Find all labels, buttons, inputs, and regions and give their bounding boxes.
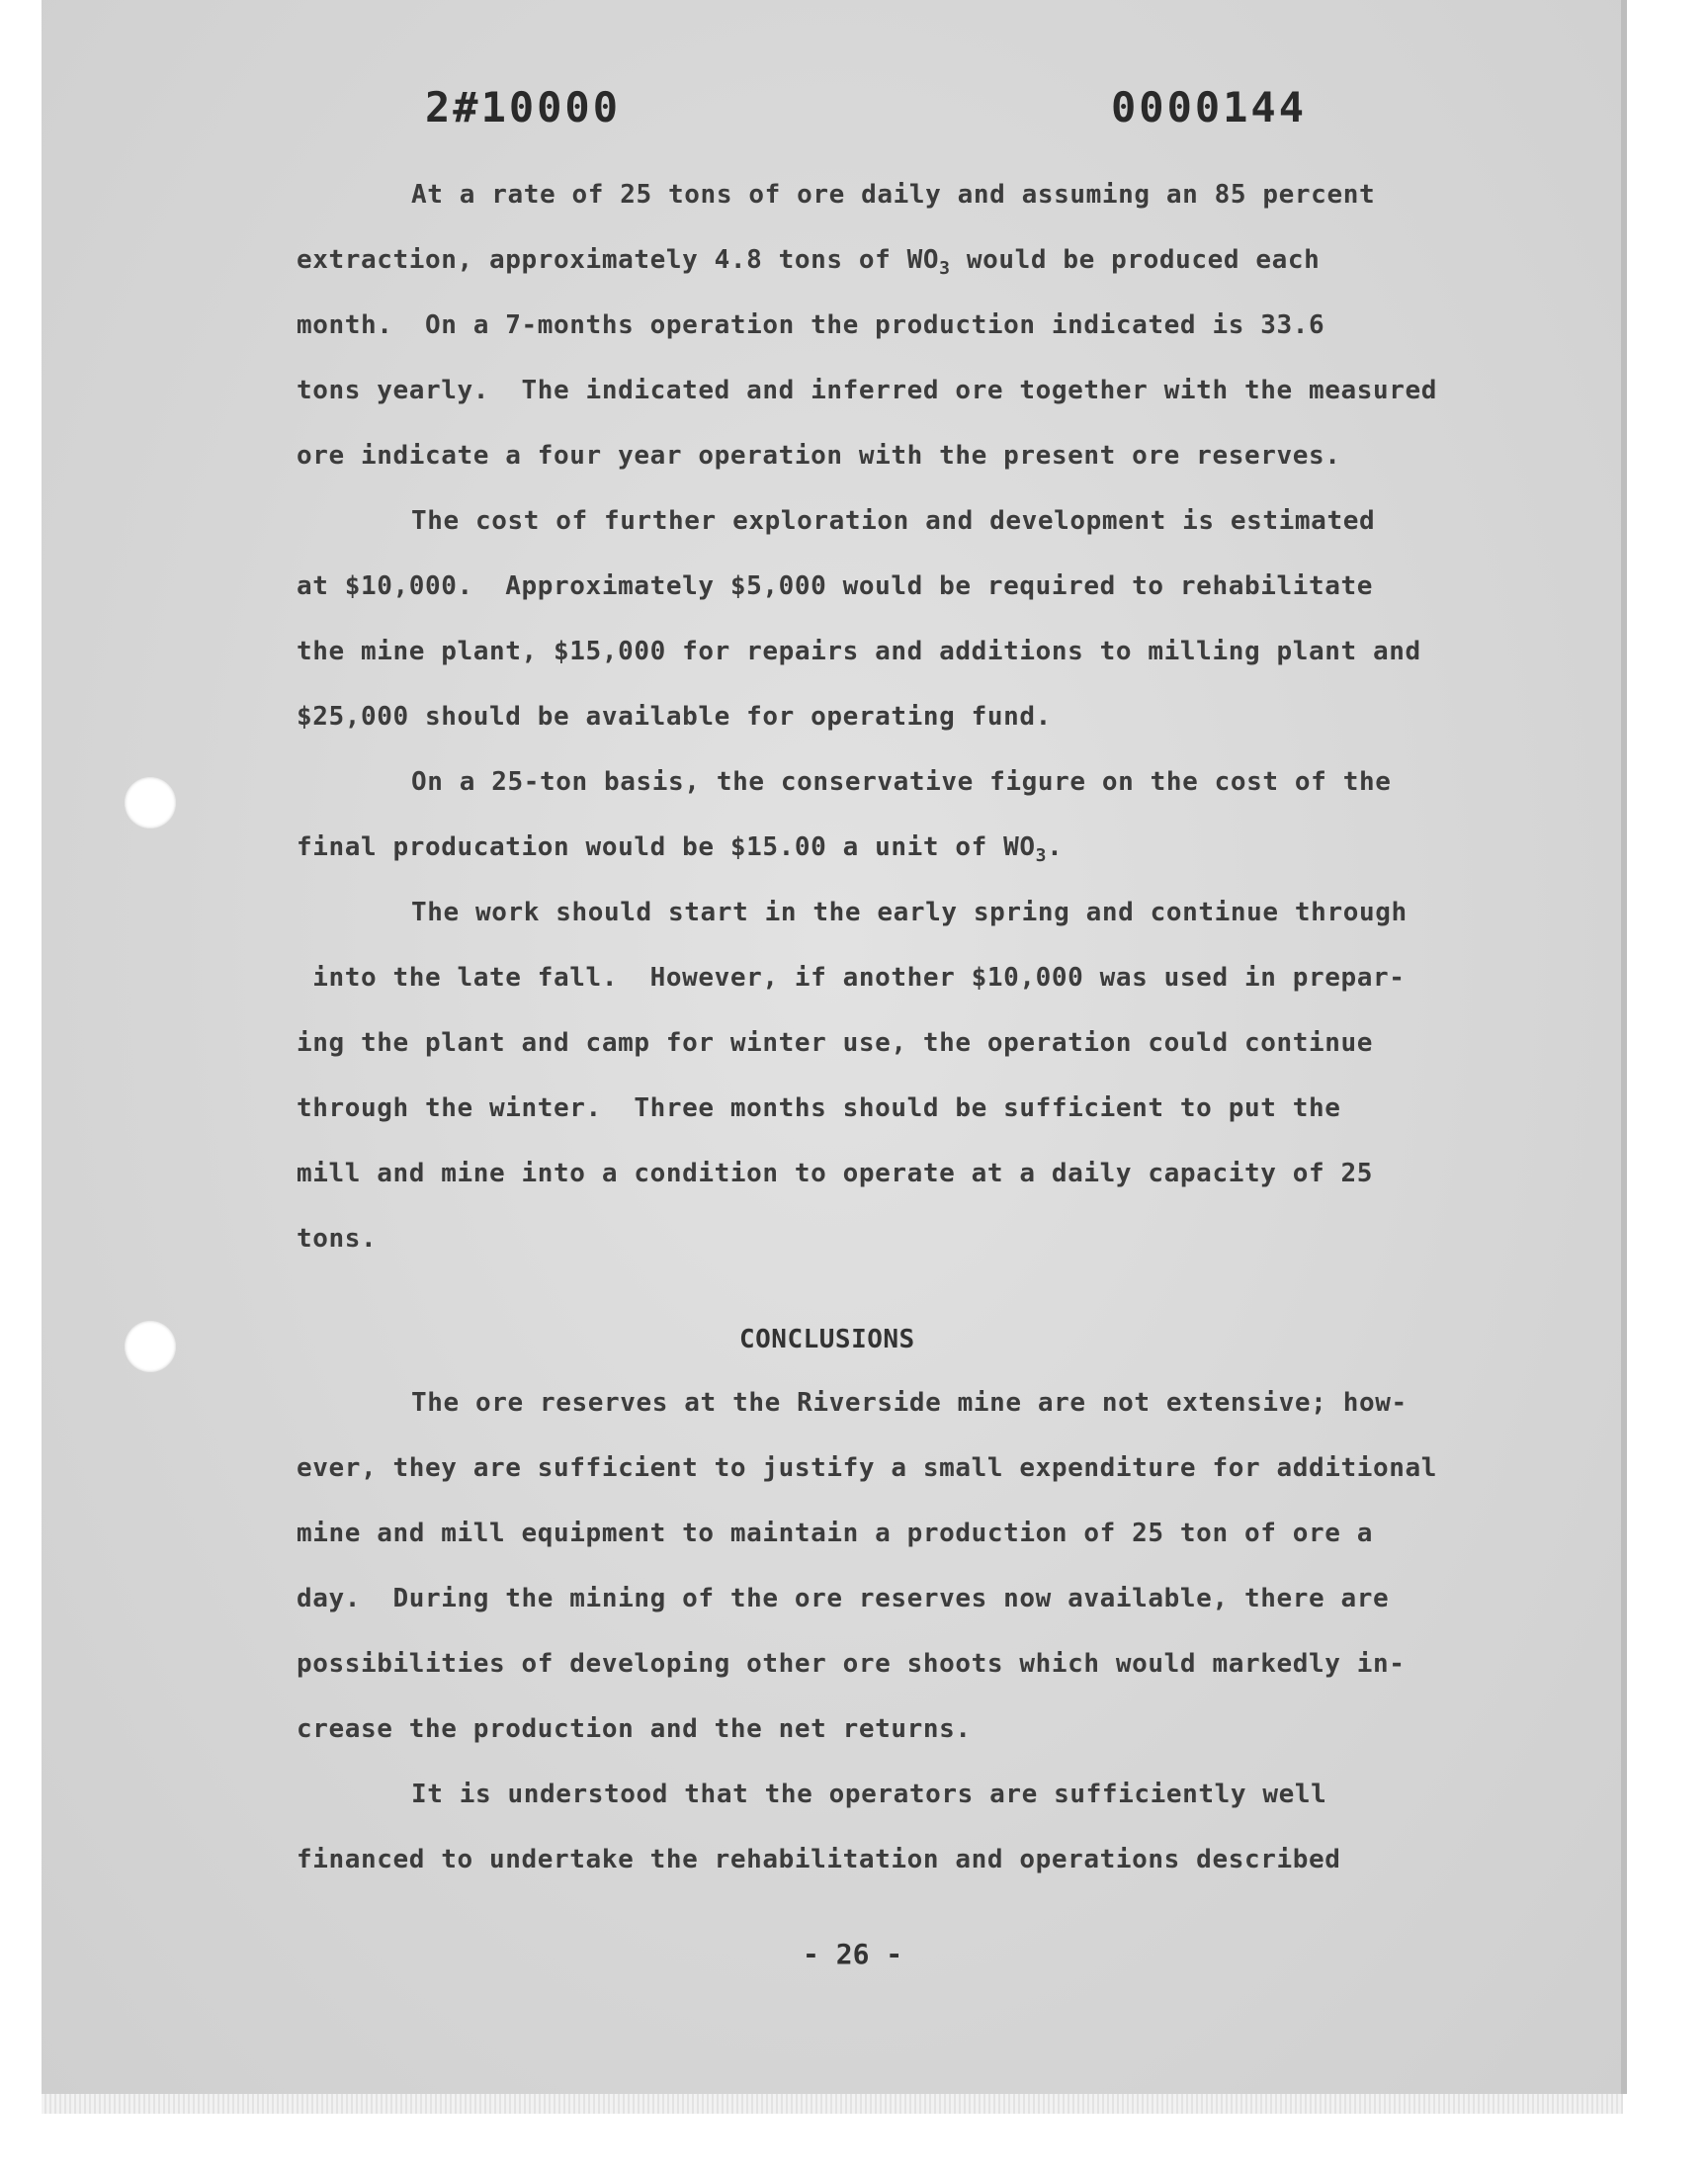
text-run: extraction, approximately 4.8 tons of WO xyxy=(297,245,940,275)
subscript: 3 xyxy=(939,258,951,279)
punch-hole xyxy=(125,1321,176,1372)
text-line: mill and mine into a condition to operate at a daily capacity of 25 xyxy=(297,1159,1373,1188)
text-run: would be produced each xyxy=(950,245,1321,275)
text-run: . xyxy=(1047,832,1064,862)
text-line: The ore reserves at the Riverside mine are not extensive; how- xyxy=(411,1388,1408,1418)
text-line: ing the plant and camp for winter use, the operation could continue xyxy=(297,1028,1373,1058)
text-line xyxy=(297,245,1321,279)
section-heading: CONCLUSIONS xyxy=(739,1325,915,1354)
text-line: financed to undertake the rehabilitation and operations described xyxy=(297,1845,1341,1874)
page-edge xyxy=(1621,0,1627,2094)
text-line: On a 25-ton basis, the conservative figure on the cost of the xyxy=(411,767,1392,797)
text-line: possibilities of developing other ore shoots which would markedly in- xyxy=(297,1649,1406,1679)
text-line: mine and mill equipment to maintain a production of 25 ton of ore a xyxy=(297,1519,1373,1548)
text-line: month. On a 7-months operation the production indicated is 33.6 xyxy=(297,310,1325,340)
document-number-right: 0000144 xyxy=(1111,83,1308,131)
text-line: At a rate of 25 tons of ore daily and assuming an 85 percent xyxy=(411,180,1376,210)
text-line: at $10,000. Approximately $5,000 would be required to rehabilitate xyxy=(297,571,1373,601)
punch-hole xyxy=(125,777,176,828)
text-line: through the winter. Three months should be sufficient to put the xyxy=(297,1093,1341,1123)
text-line: crease the production and the net returns. xyxy=(297,1714,972,1744)
text-line: The work should start in the early spring and continue through xyxy=(411,898,1408,927)
text-line: the mine plant, $15,000 for repairs and additions to milling plant and xyxy=(297,637,1421,666)
text-run: final producation would be $15.00 a unit of WO xyxy=(297,832,1036,862)
text-line xyxy=(297,832,1064,866)
scan-bottom-strip xyxy=(42,2094,1623,2114)
text-line: $25,000 should be available for operating fund. xyxy=(297,702,1052,732)
text-line: tons. xyxy=(297,1224,378,1254)
text-line: The cost of further exploration and development is estimated xyxy=(411,506,1376,536)
text-line: day. During the mining of the ore reserves now available, there are xyxy=(297,1584,1390,1613)
text-line: into the late fall. However, if another $10,000 was used in prepar- xyxy=(297,963,1406,993)
text-line: tons yearly. The indicated and inferred ore together with the measured xyxy=(297,376,1437,405)
text-line: It is understood that the operators are sufficiently well xyxy=(411,1780,1327,1809)
document-number-left: 2#10000 xyxy=(425,83,622,131)
subscript: 3 xyxy=(1035,845,1048,866)
text-line: ever, they are sufficient to justify a small expenditure for additional xyxy=(297,1453,1437,1483)
text-line: ore indicate a four year operation with the present ore reserves. xyxy=(297,441,1341,471)
page-number: - 26 - xyxy=(803,1938,903,1970)
